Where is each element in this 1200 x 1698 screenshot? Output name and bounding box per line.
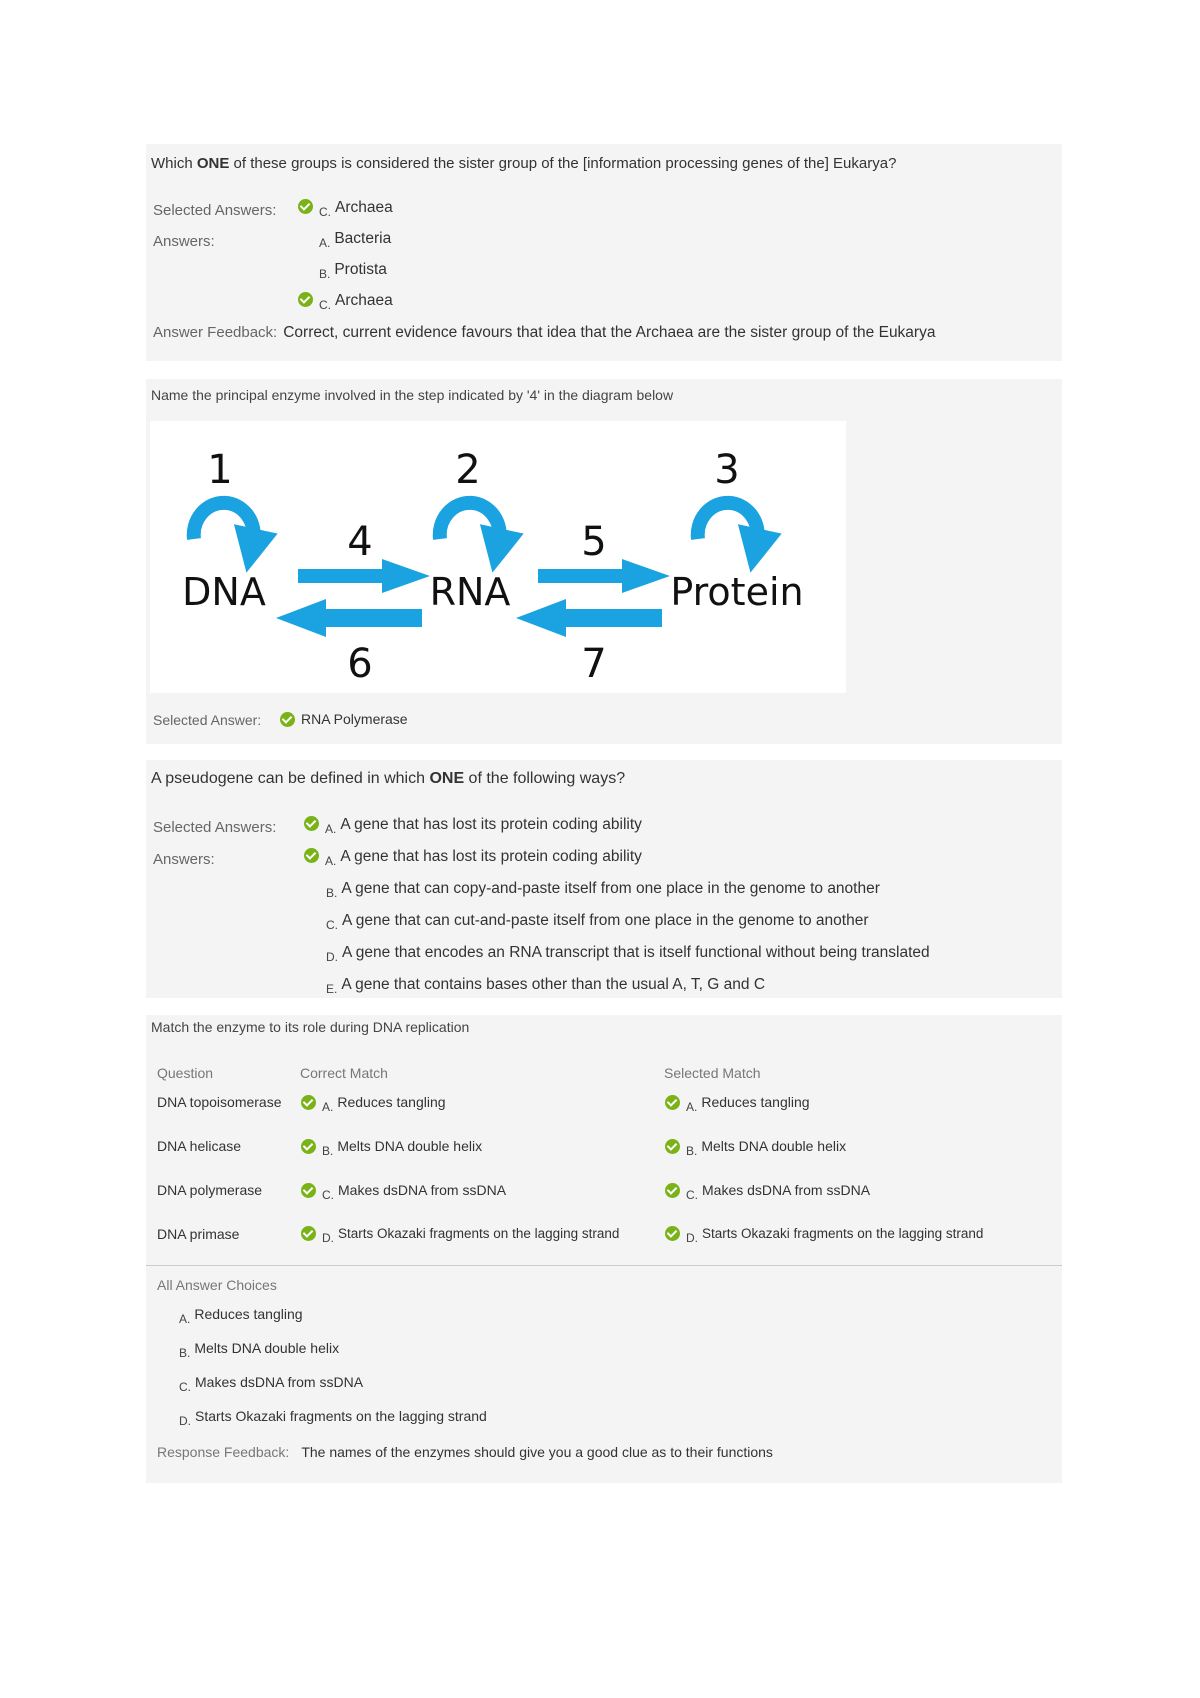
question-suffix: of these groups is considered the sister group of the [information processing genes of the] Eukarya? [229, 155, 897, 172]
answer-option-c [326, 912, 868, 930]
question-prefix: Which [151, 155, 197, 172]
choice-text: Starts Okazaki fragments on the lagging strand [195, 1408, 487, 1424]
selected-answer [280, 711, 408, 728]
question-1-text [151, 155, 896, 172]
node-protein: Protein [670, 570, 804, 614]
question-bold: ONE [196, 155, 230, 172]
answer-letter: A. [319, 236, 331, 250]
arrow-number-4: 4 [347, 519, 373, 565]
match-letter: B. [322, 1144, 334, 1158]
loop-arrow-2 [440, 503, 500, 542]
answer-text: A gene that can copy-and-paste itself from one place in the genome to another [341, 880, 880, 897]
row-question: DNA helicase [157, 1138, 242, 1154]
choice-text: Melts DNA double helix [194, 1340, 340, 1356]
match-text: Makes dsDNA from ssDNA [702, 1182, 871, 1198]
feedback-text: The names of the enzymes should give you a good clue as to their functions [301, 1444, 773, 1460]
match-letter: D. [686, 1231, 698, 1245]
divider [146, 1265, 1062, 1266]
answer-letter: B. [326, 886, 338, 900]
check-icon [301, 1226, 316, 1241]
answers-label: Answers: [153, 233, 215, 250]
answer-letter: D. [326, 950, 338, 964]
answer-text: A gene that encodes an RNA transcript that is itself functional without being translated [342, 944, 930, 961]
question-2-text: Name the principal enzyme involved in the step indicated by '4' in the diagram below [151, 387, 674, 403]
node-dna: DNA [182, 570, 266, 614]
arrow-number-7: 7 [581, 641, 607, 687]
answer-letter: E. [326, 982, 338, 996]
question-3-panel [146, 760, 1062, 998]
answer-text: A gene that can cut-and-paste itself from one place in the genome to another [342, 912, 869, 929]
answer-choice [179, 1306, 303, 1326]
loop-number-3: 3 [714, 447, 740, 493]
answer-option-d [326, 944, 930, 962]
selected-match [665, 1226, 984, 1245]
answer-letter: A. [325, 854, 337, 868]
question-prefix: A pseudogene can be defined in which [151, 770, 430, 787]
answer-letter: B. [319, 267, 331, 281]
central-dogma-diagram [150, 421, 846, 693]
answer-choice [179, 1340, 340, 1360]
answer-text: Archaea [335, 199, 393, 216]
check-icon [280, 712, 295, 727]
loop-arrow-1 [194, 503, 254, 542]
response-feedback [157, 1444, 773, 1460]
selected-match [665, 1138, 847, 1158]
header-question: Question [157, 1065, 214, 1081]
node-rna: RNA [429, 570, 511, 614]
arrow-number-6: 6 [347, 641, 373, 687]
correct-match [301, 1182, 507, 1202]
answer-letter: C. [326, 918, 338, 932]
choice-text: Reduces tangling [194, 1306, 303, 1322]
header-selected-match: Selected Match [664, 1065, 761, 1081]
answer-choice [179, 1374, 364, 1394]
correct-match [301, 1226, 620, 1245]
correct-match [301, 1094, 446, 1114]
question-bold: ONE [429, 770, 465, 787]
answer-text: A gene that contains bases other than the usual A, T, G and C [341, 976, 766, 993]
check-icon [665, 1183, 680, 1198]
choice-letter: D. [179, 1414, 191, 1428]
choice-letter: C. [179, 1380, 191, 1394]
selected-answer [304, 816, 642, 834]
loop-number-1: 1 [207, 447, 233, 493]
question-3-text [151, 770, 625, 788]
match-letter: B. [686, 1144, 698, 1158]
question-2-panel [146, 379, 1062, 744]
answer-option-a [319, 230, 391, 248]
check-icon [304, 848, 319, 863]
row-question: DNA primase [157, 1226, 240, 1242]
answer-choice [179, 1408, 487, 1428]
question-1-panel [146, 144, 1062, 361]
selected-match [665, 1094, 810, 1114]
arrow-7 [516, 599, 662, 637]
selected-answer-label: Selected Answer: [153, 712, 262, 728]
answer-feedback [153, 324, 935, 342]
answer-letter: A. [325, 822, 337, 836]
match-text: Melts DNA double helix [337, 1138, 483, 1154]
match-text: Reduces tangling [701, 1094, 810, 1110]
match-letter: C. [322, 1188, 334, 1202]
row-question: DNA topoisomerase [157, 1094, 282, 1110]
header-correct-match: Correct Match [300, 1065, 388, 1081]
check-icon [301, 1095, 316, 1110]
answer-text: Archaea [335, 292, 393, 309]
match-text: Melts DNA double helix [701, 1138, 847, 1154]
match-text: Starts Okazaki fragments on the lagging strand [702, 1226, 984, 1241]
check-icon [665, 1226, 680, 1241]
answer-option-b [319, 261, 387, 279]
choice-text: Makes dsDNA from ssDNA [195, 1374, 364, 1390]
answer-text: Bacteria [334, 230, 392, 247]
check-icon [301, 1139, 316, 1154]
match-letter: A. [686, 1100, 698, 1114]
check-icon [298, 292, 313, 307]
match-letter: D. [322, 1231, 334, 1245]
answer-letter: C. [319, 205, 331, 219]
answer-text: RNA Polymerase [301, 711, 408, 727]
answer-option-a [304, 848, 642, 866]
answer-option-b [326, 880, 880, 898]
match-text: Makes dsDNA from ssDNA [338, 1182, 507, 1198]
match-letter: A. [322, 1100, 334, 1114]
selected-answers-label: Selected Answers: [153, 819, 277, 836]
selected-answers-label: Selected Answers: [153, 202, 277, 219]
answer-text: Protista [334, 261, 387, 278]
choice-letter: B. [179, 1346, 191, 1360]
match-text: Starts Okazaki fragments on the lagging strand [338, 1226, 620, 1241]
selected-match [665, 1182, 871, 1202]
all-answer-choices-label: All Answer Choices [157, 1277, 277, 1293]
question-4-text: Match the enzyme to its role during DNA replication [151, 1019, 470, 1035]
feedback-label: Answer Feedback: [153, 324, 278, 341]
answer-text: A gene that has lost its protein coding ability [340, 816, 642, 833]
check-icon [298, 199, 313, 214]
check-icon [304, 816, 319, 831]
choice-letter: A. [179, 1312, 191, 1326]
check-icon [665, 1139, 680, 1154]
answer-option-c [298, 292, 393, 310]
selected-answer [298, 199, 393, 217]
row-question: DNA polymerase [157, 1182, 263, 1198]
match-letter: C. [686, 1188, 698, 1202]
answers-label: Answers: [153, 851, 215, 868]
correct-match [301, 1138, 483, 1158]
loop-arrow-3 [698, 503, 758, 542]
answer-text: A gene that has lost its protein coding ability [340, 848, 642, 865]
feedback-label: Response Feedback: [157, 1444, 290, 1460]
question-suffix: of the following ways? [464, 770, 626, 787]
arrow-number-5: 5 [581, 519, 607, 565]
answer-option-e [326, 976, 765, 994]
match-text: Reduces tangling [337, 1094, 446, 1110]
check-icon [301, 1183, 316, 1198]
answer-letter: C. [319, 298, 331, 312]
check-icon [665, 1095, 680, 1110]
feedback-text: Correct, current evidence favours that idea that the Archaea are the sister group of the Eukarya [283, 324, 936, 341]
loop-number-2: 2 [455, 447, 481, 493]
question-4-panel [146, 1015, 1062, 1483]
arrow-6 [276, 599, 422, 637]
